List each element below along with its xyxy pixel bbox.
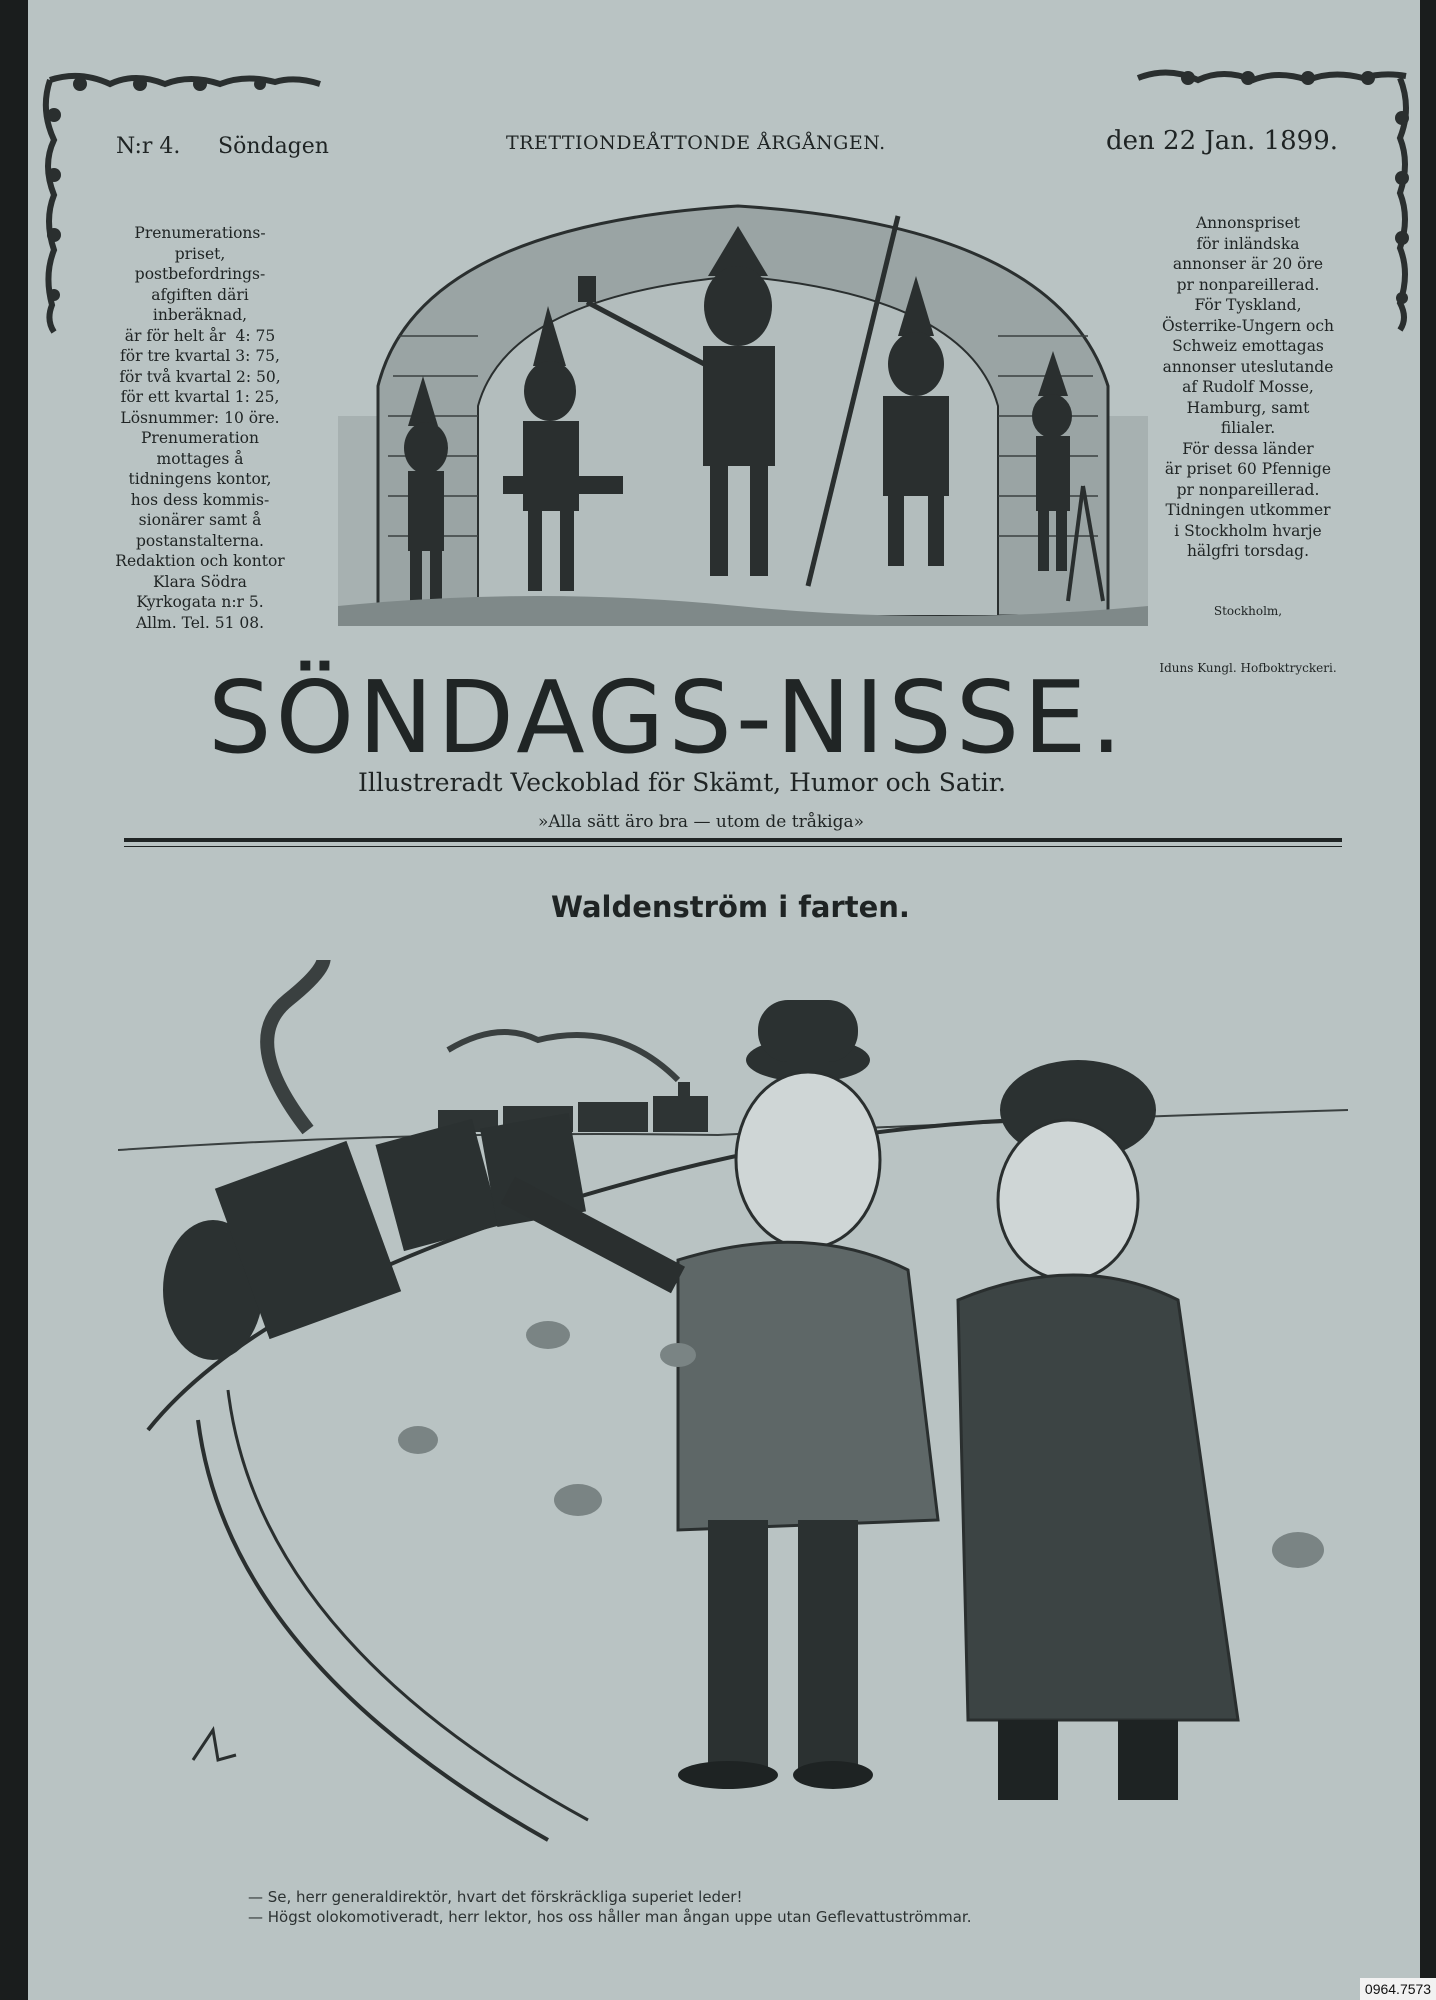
issue-date: den 22 Jan. 1899. bbox=[1106, 126, 1339, 156]
masthead-motto: »Alla sätt äro bra — utom de tråkiga» bbox=[538, 812, 865, 832]
cartoon-caption-line2: — Högst olokomotiveradt, herr lektor, hos oss håller man ångan uppe utan Geflevattuströmmar. bbox=[248, 1908, 972, 1926]
issue-number: N:r 4. bbox=[116, 134, 181, 159]
masthead-rule-thin bbox=[124, 846, 1342, 847]
volume-label: TRETTIONDEÅTTONDE ÅRGÅNGEN. bbox=[506, 132, 886, 154]
issue-day: Söndagen bbox=[218, 134, 329, 159]
subscription-info: Prenumerations- priset, postbefordrings- afgiften däri inberäknad, är för helt år 4: 75 för tre kvartal 3: 75, för två kvartal 2: 50, för ett kvartal 1: 25, Lösnummer: 10 öre. Prenumeration mottages å tidningens kontor, hos dess kommis- sionärer samt å postanstalterna. Redaktion och kontor Klara Södra Kyrkogata n:r 5. Allm. Tel. 51 08. bbox=[115, 224, 285, 632]
masthead-rule bbox=[124, 838, 1342, 842]
newspaper-page bbox=[28, 0, 1420, 2000]
cartoon-title: Waldenström i farten. bbox=[551, 890, 910, 924]
masthead-subtitle: Illustreradt Veckoblad för Skämt, Humor och Satir. bbox=[358, 768, 1006, 797]
masthead-title: SÖNDAGS-NISSE. bbox=[208, 659, 1127, 776]
advertising-info: Annonspriset för inländska annonser är 20 öre pr nonpareillerad. För Tyskland, Österrike-Ungern och Schweiz emottagas annonser uteslutande af Rudolf Mosse, Hamburg, samt filialer. För dessa länder är priset 60 Pfennige pr nonpareillerad. Tidningen utkommer i Stockholm hvarje hälgfri torsdag. Stockholm, Iduns Kungl. Hofboktryckeri. bbox=[1159, 214, 1337, 675]
archive-number-label: 0964.7573 bbox=[1360, 1978, 1436, 2000]
cartoon-illustration bbox=[118, 960, 1348, 1880]
header-engraving bbox=[338, 186, 1148, 626]
cartoon-caption-line1: — Se, herr generaldirektör, hvart det förskräckliga superiet leder! bbox=[248, 1888, 743, 1906]
